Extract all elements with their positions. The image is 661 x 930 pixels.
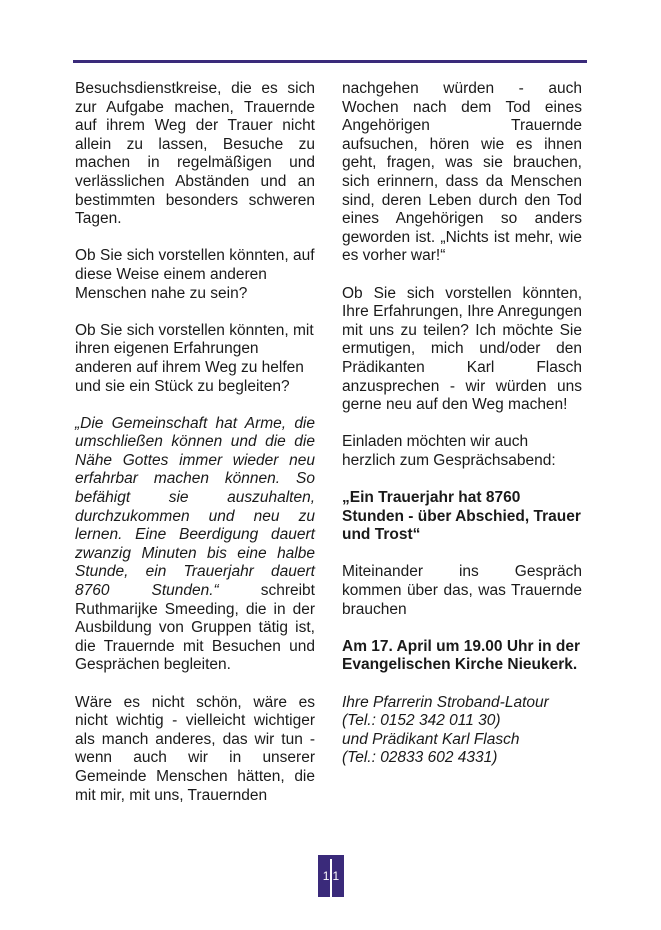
left-column [75,80,315,824]
signature-pastor-phone: (Tel.: 0152 342 011 30) [342,712,501,730]
signature-pastor: Ihre Pfarrerin Stroband-Latour [342,693,549,711]
signature-preacher-phone: (Tel.: 02833 602 4331) [342,749,498,767]
signature-preacher: und Prädikant Karl Flasch [342,730,520,748]
right-column [342,80,582,768]
closing-paragraph: Wäre es nicht schön, wäre es nicht wichtig - vielleicht wichtiger als manch anderes, das wir tun - wenn auch wir in unserer Gemeinde Menschen hätten, die mit mir, mit uns, Trauernden [75,693,315,804]
quote-attribution: schreibt Ruthmarijke Smeeding, die in der Ausbildung von Gruppen tätig ist, die Trauernde mit Besuchen und Gesprächen begleiten. [75,582,315,674]
event-description: Miteinander ins Gespräch kommen über das, was Trauernde brauchen [342,563,582,618]
question-paragraph-2: Ob Sie sich vorstellen könnten, mit ihren eigenen Erfahrungen anderen auf ihrem Weg zu helfen und sie ein Stück zu begleiten? [75,321,314,395]
quote-paragraph [75,415,315,675]
page-number-tab [318,855,344,897]
intro-paragraph: Besuchsdienstkreise, die es sich zur Aufgabe machen, Trauernde auf ihrem Weg der Trauer nicht allein zu lassen, Besuche zu machen in regelmäßigen und verlässlichen Abständen und an bestimmten besonders schweren Tagen. [75,80,315,228]
top-rule [73,60,587,63]
event-title: „Ein Trauerjahr hat 8760 Stunden - über Abschied, Trauer und Trost“ [342,489,581,544]
quote-text: „Die Gemeinschaft hat Arme, die umschließen können und die die Nähe Gottes immer wieder neu erfahrbar machen können. So befähigt sie auszuhalten, durchzukommen und neu zu lernen. Eine Beerdigung dauert zwanzig Minuten bis eine halbe Stunde, ein Trauerjahr dauert 8760 Stunden.“ [75,414,315,600]
page-number: 11 [322,869,344,883]
signature-block [342,694,582,768]
continuation-paragraph: nachgehen würden - auch Wochen nach dem Tod eines Angehörigen Trauernde aufsuchen, hören wie es ihnen geht, fragen, was sie brauchen, sich erinnern, dass da Menschen sind, deren Leben durch den Tod eines Angehörigen so anders geworden ist. „Nichts ist mehr, wie es vorher war!“ [342,80,582,265]
invitation-paragraph: Ob Sie sich vorstellen könnten, Ihre Erfahrungen, Ihre Anregungen mit uns zu teilen? Ich möchte Sie ermutigen, mich und/oder den Prädikanten Karl Flasch anzusprechen - wir würden uns gerne neu auf den Weg machen! [342,284,582,414]
event-date: Am 17. April um 19.00 Uhr in der Evangelischen Kirche Nieukerk. [342,637,581,674]
event-invite-text: Einladen möchten wir auch herzlich zum Gesprächsabend: [342,433,556,469]
question-paragraph-1: Ob Sie sich vorstellen könnten, auf diese Weise einem anderen Menschen nahe zu sein? [75,247,315,302]
